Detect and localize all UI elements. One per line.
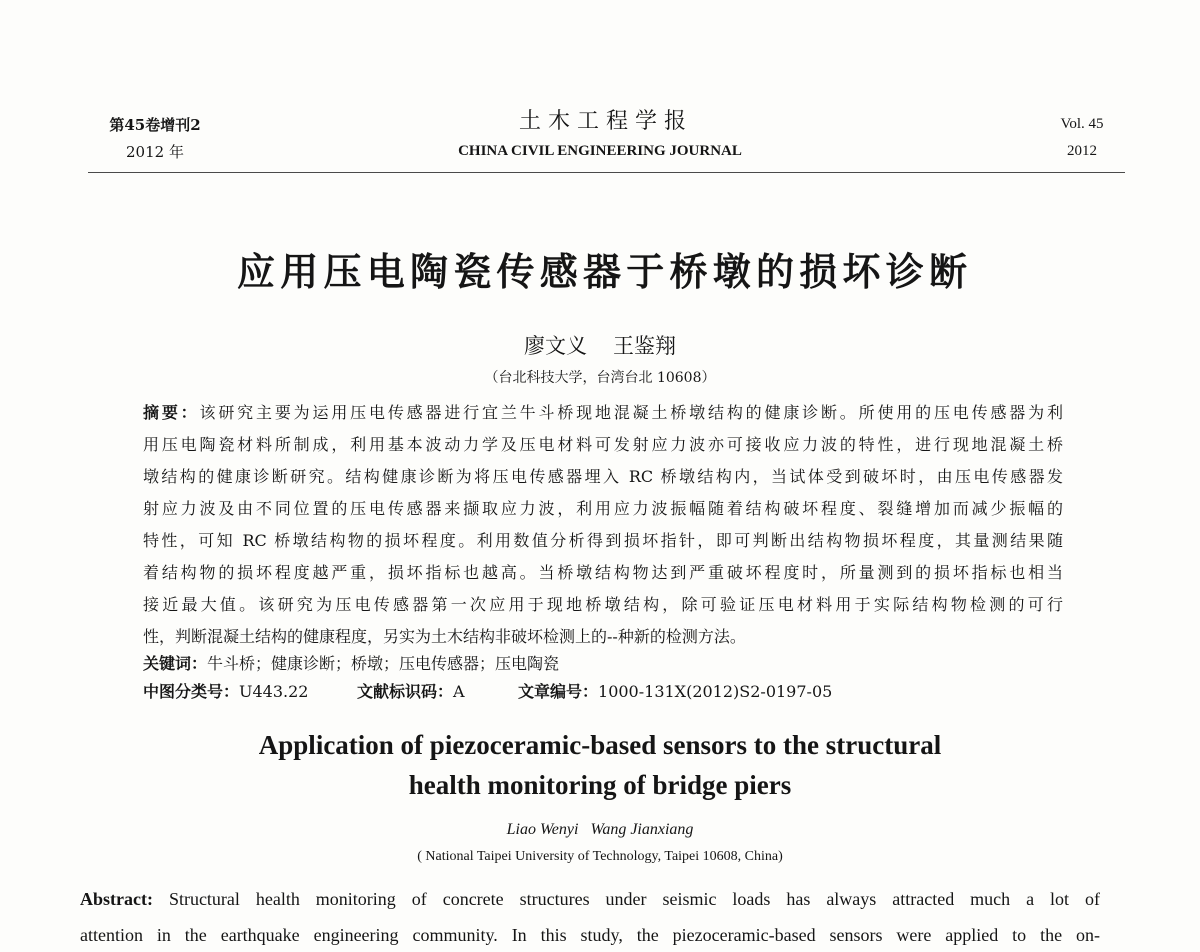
- abstract-en-line: [80, 886, 1100, 912]
- paper-title-en-line: health monitoring of bridge piers: [408, 770, 792, 800]
- year-en: 2012: [1067, 143, 1097, 159]
- abstract-cn-line: 墩结构的健康诊断研究。结构健康诊断为将压电传感器埋入 RC 桥墩结构内，当试体受到破坏时，由压电传感器发: [143, 467, 1063, 486]
- header-rule: [88, 172, 1125, 173]
- clc-number: [143, 679, 348, 705]
- doc-code-value: A: [453, 682, 465, 701]
- author-name: 廖文义: [524, 334, 587, 358]
- abstract-cn-line: 特性，可知 RC 桥墩结构物的损坏程度。利用数值分析得到损坏指针，即可判断出结构物损坏程度，其量测结果随: [143, 531, 1063, 550]
- keywords-text: 牛斗桥；健康诊断；桥墩；压电传感器；压电陶瓷: [207, 654, 560, 673]
- abstract-cn-label: 摘要：: [143, 403, 200, 422]
- affiliation-cn: （台北科技大学，台湾台北 10608）: [484, 370, 716, 386]
- article-no-label: 文章编号：: [518, 682, 599, 701]
- clc-label: 中图分类号：: [143, 682, 240, 701]
- abstract-cn-line: 着结构物的损坏程度越严重，损坏指标也越高。当桥墩结构物达到严重破坏程度时，所量测到的损坏指标也相当: [143, 563, 1063, 582]
- abstract-en-label: Abstract:: [80, 889, 153, 909]
- abstract-cn-line: [143, 400, 1063, 426]
- paper-title-en-line: Application of piezoceramic-based sensors to the structural: [258, 730, 942, 760]
- year-cn: 2012 年: [126, 143, 184, 161]
- keywords-cn: [143, 651, 843, 677]
- abstract-cn-text: 该研究主要为运用压电传感器进行宜兰牛斗桥现地混凝土桥墩结构的健康诊断。所使用的压电传感器为利: [199, 403, 1063, 422]
- authors-en: [400, 819, 800, 841]
- abstract-cn-line: 射应力波及由不同位置的压电传感器来撷取应力波，利用应力波振幅随着结构破坏程度、裂缝增加而减少振幅的: [143, 499, 1063, 518]
- journal-name-cn: 土 木 工 程 学 报: [519, 109, 686, 134]
- paper-title-cn: 应用压电陶瓷传感器于桥墩的损坏诊断: [237, 250, 967, 294]
- keywords-label: 关键词：: [143, 654, 208, 673]
- article-no-value: 1000-131X(2012)S2-0197-05: [598, 682, 833, 701]
- abstract-cn-line: 用压电陶瓷材料所制成，利用基本波动力学及压电材料可发射应力波亦可接收应力波的特性，进行现地混凝土桥: [143, 435, 1063, 454]
- abstract-cn-line: 接近最大值。该研究为压电传感器第一次应用于现地桥墩结构，除可验证压电材料用于实际结构物检测的可行: [143, 595, 1063, 614]
- author-name: Wang Jianxiang: [590, 821, 694, 838]
- document-code: [357, 679, 507, 705]
- clc-value: U443.22: [239, 682, 309, 701]
- article-number: [518, 679, 848, 705]
- author-name: Liao Wenyi: [506, 821, 579, 838]
- doc-code-label: 文献标识码：: [357, 682, 454, 701]
- author-name: 王鉴翔: [613, 334, 676, 358]
- affiliation-en: ( National Taipei University of Technology, Taipei 10608, China): [417, 849, 783, 864]
- volume-issue-cn: 第45卷增刊2: [109, 116, 201, 134]
- abstract-en-line: attention in the earthquake engineering community. In this study, the piezoceramic-based sensors were applied to the on-: [80, 925, 1100, 945]
- authors-cn: [400, 332, 800, 360]
- abstract-cn-line: 性，判断混凝土结构的健康程度，另实为土木结构非破坏检测上的--种新的检测方法。: [143, 627, 746, 646]
- journal-name-en: CHINA CIVIL ENGINEERING JOURNAL: [458, 143, 742, 159]
- abstract-en-text: Structural health monitoring of concrete structures under seismic loads has always attracted much a lot of: [152, 889, 1100, 909]
- volume-en: Vol. 45: [1060, 116, 1104, 132]
